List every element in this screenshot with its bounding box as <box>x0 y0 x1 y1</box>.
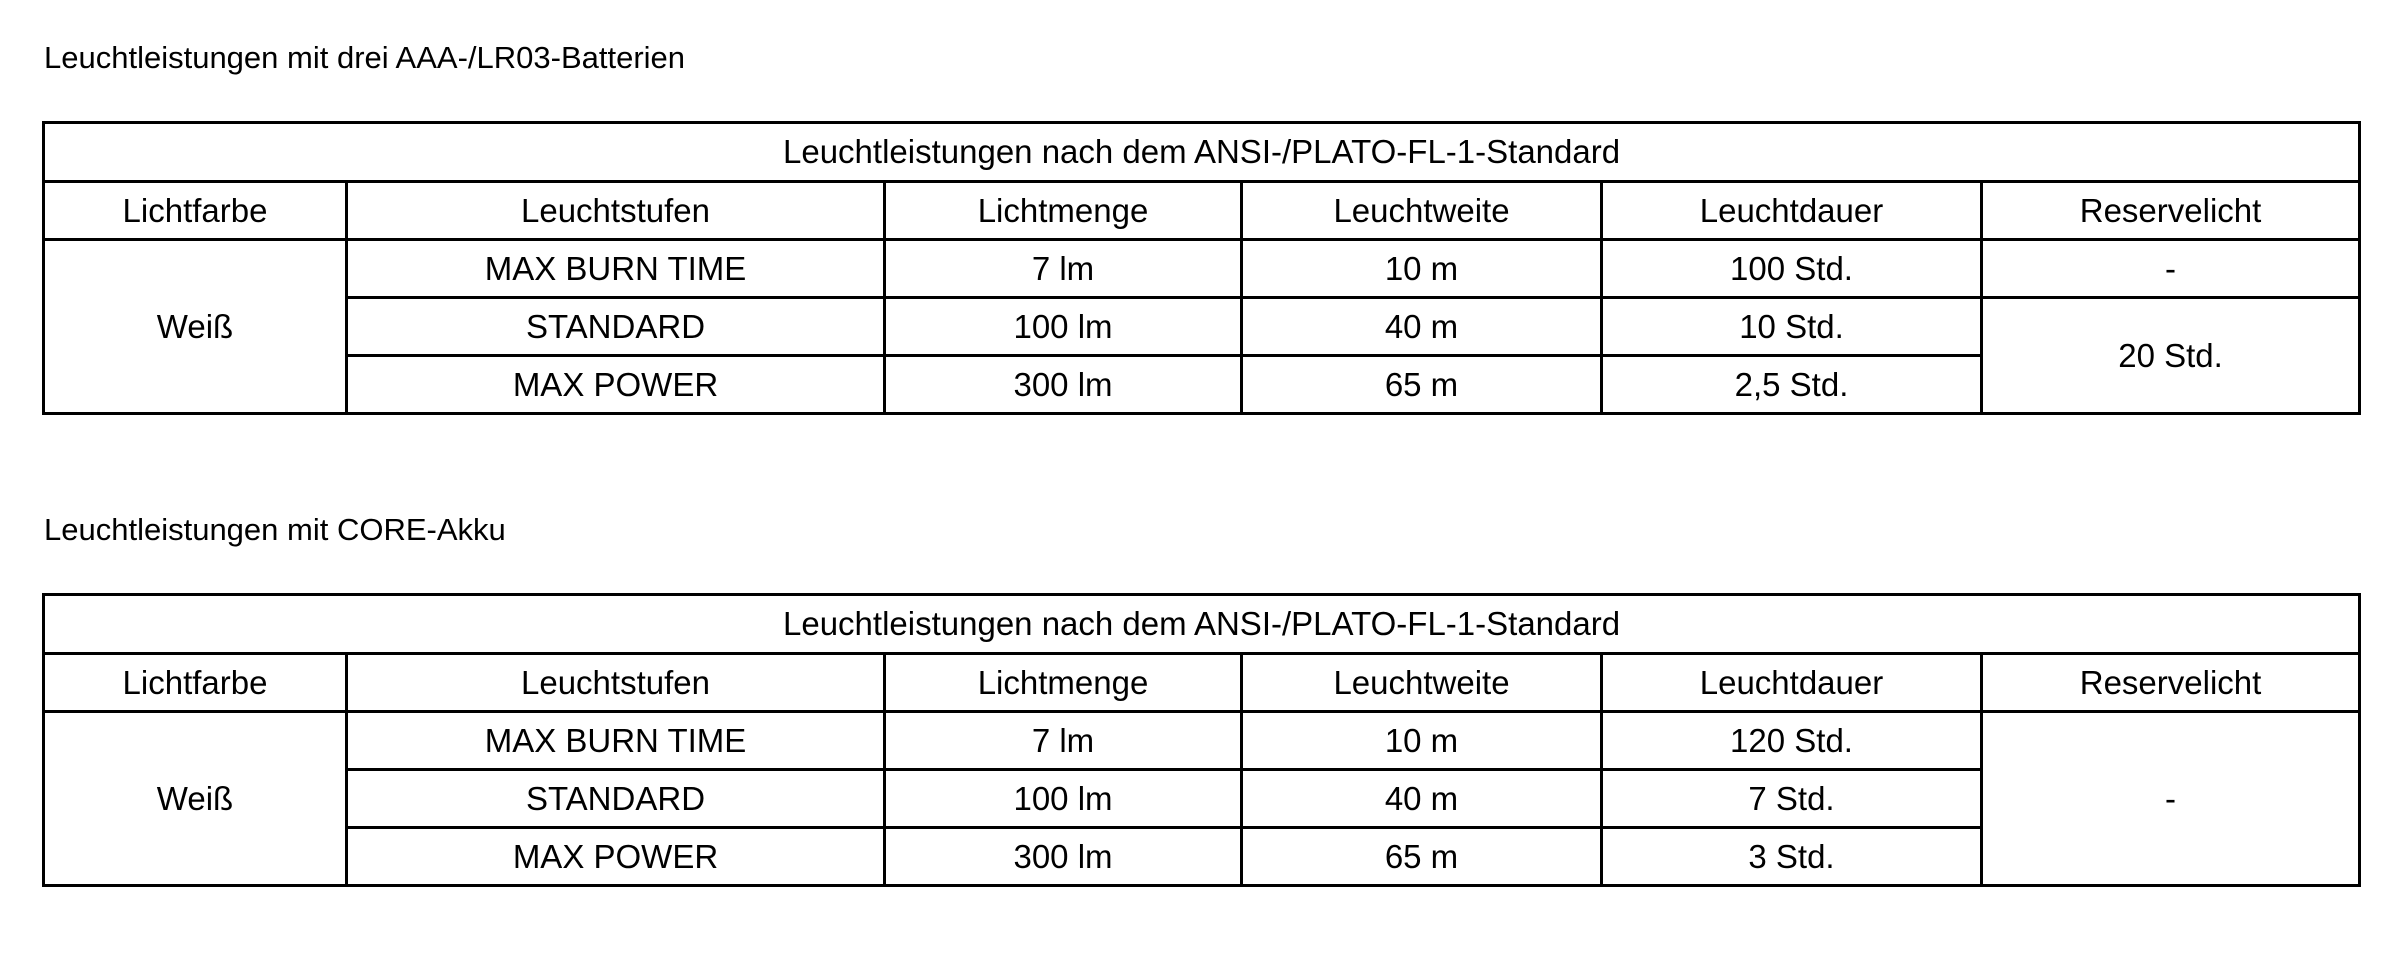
reserve-cell: - <box>1982 240 2360 298</box>
level-cell: STANDARD <box>347 298 885 356</box>
column-header-leuchtweite: Leuchtweite <box>1242 182 1602 240</box>
light-color-cell: Weiß <box>44 240 347 414</box>
range-cell: 10 m <box>1242 240 1602 298</box>
table-row <box>44 712 2360 770</box>
performance-table-batteries <box>42 121 2361 415</box>
lumen-cell: 100 lm <box>885 770 1242 828</box>
column-header-leuchtdauer: Leuchtdauer <box>1602 654 1982 712</box>
duration-cell: 3 Std. <box>1602 828 1982 886</box>
range-cell: 40 m <box>1242 298 1602 356</box>
level-cell: MAX BURN TIME <box>347 240 885 298</box>
column-header-reservelicht: Reservelicht <box>1982 182 2360 240</box>
duration-cell: 10 Std. <box>1602 298 1982 356</box>
table-caption-row <box>44 595 2360 654</box>
column-header-leuchtstufen: Leuchtstufen <box>347 654 885 712</box>
reserve-cell: 20 Std. <box>1982 298 2360 414</box>
duration-cell: 100 Std. <box>1602 240 1982 298</box>
column-header-lichtfarbe: Lichtfarbe <box>44 182 347 240</box>
table-header-row <box>44 182 2360 240</box>
table-caption-row <box>44 123 2360 182</box>
range-cell: 65 m <box>1242 828 1602 886</box>
column-header-leuchtstufen: Leuchtstufen <box>347 182 885 240</box>
level-cell: MAX BURN TIME <box>347 712 885 770</box>
duration-cell: 7 Std. <box>1602 770 1982 828</box>
table-row <box>44 240 2360 298</box>
table-caption: Leuchtleistungen nach dem ANSI-/PLATO-FL-1-Standard <box>44 123 2360 182</box>
column-header-reservelicht: Reservelicht <box>1982 654 2360 712</box>
performance-table-core-akku <box>42 593 2361 887</box>
level-cell: MAX POWER <box>347 828 885 886</box>
table-header-row <box>44 654 2360 712</box>
section-heading-core-akku: Leuchtleistungen mit CORE-Akku <box>44 512 506 547</box>
column-header-lichtmenge: Lichtmenge <box>885 182 1242 240</box>
table-caption: Leuchtleistungen nach dem ANSI-/PLATO-FL-1-Standard <box>44 595 2360 654</box>
lumen-cell: 7 lm <box>885 240 1242 298</box>
reserve-cell: - <box>1982 712 2360 886</box>
column-header-leuchtweite: Leuchtweite <box>1242 654 1602 712</box>
duration-cell: 2,5 Std. <box>1602 356 1982 414</box>
duration-cell: 120 Std. <box>1602 712 1982 770</box>
lumen-cell: 300 lm <box>885 356 1242 414</box>
light-color-cell: Weiß <box>44 712 347 886</box>
level-cell: STANDARD <box>347 770 885 828</box>
lumen-cell: 100 lm <box>885 298 1242 356</box>
range-cell: 40 m <box>1242 770 1602 828</box>
level-cell: MAX POWER <box>347 356 885 414</box>
column-header-lichtfarbe: Lichtfarbe <box>44 654 347 712</box>
section-heading-batteries: Leuchtleistungen mit drei AAA-/LR03-Batterien <box>44 40 686 75</box>
column-header-leuchtdauer: Leuchtdauer <box>1602 182 1982 240</box>
table-row <box>44 298 2360 356</box>
lumen-cell: 300 lm <box>885 828 1242 886</box>
column-header-lichtmenge: Lichtmenge <box>885 654 1242 712</box>
range-cell: 65 m <box>1242 356 1602 414</box>
lumen-cell: 7 lm <box>885 712 1242 770</box>
range-cell: 10 m <box>1242 712 1602 770</box>
